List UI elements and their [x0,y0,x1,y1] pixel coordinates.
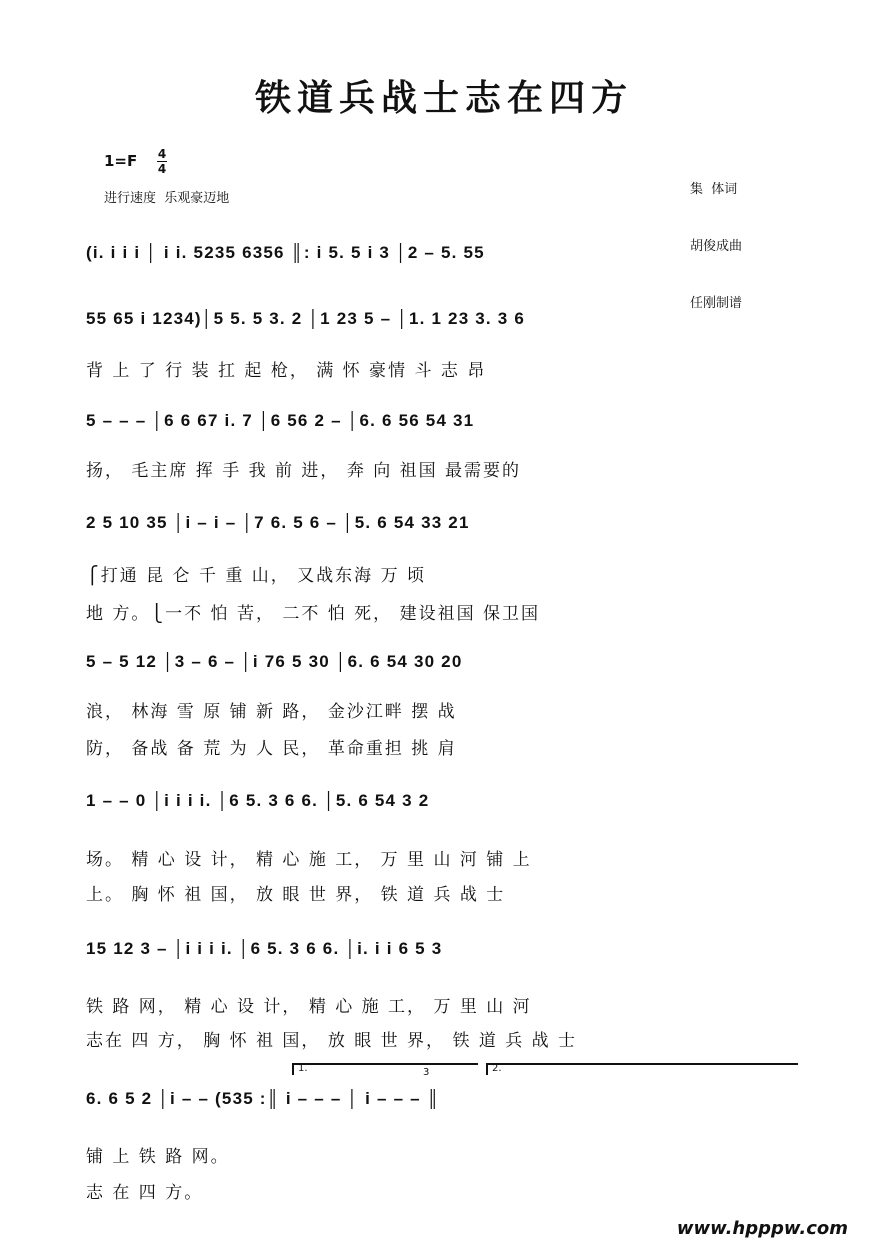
notation-line-1: (i. i i i │ i i. 5235 6356 ║: i 5. 5 i 3 │2 – 5. 55 [86,243,485,262]
lyric-line-6-2: 上。 胸 怀 祖 国， 放 眼 世 界， 铁 道 兵 战 士 [86,885,506,905]
time-signature-bottom: 4 [157,162,167,176]
credit-composer: 胡俊成曲 [690,239,743,254]
lyric-line-2-1: 背 上 了 行 装 扛 起 枪， 满 怀 豪情 斗 志 昂 [86,361,487,381]
key-signature: 1=F [104,152,138,170]
notation-line-3: 5 – – – │6 6 67 i. 7 │6 56 2 – │6. 6 56 54 31 [86,411,475,430]
tempo-marking: 进行速度 乐观豪迈地 [104,191,230,206]
credit-lyricist: 集 体词 [690,182,738,197]
volta-bracket-1 [292,1063,478,1065]
time-signature [157,148,167,175]
volta-label-2: 2. [492,1063,502,1074]
notation-line-2: 55 65 i 1234)│5 5. 5 3. 2 │1 23 5 – │1. 1 23 3. 3 6 [86,309,526,328]
triplet-mark: 3 [423,1067,430,1078]
lyric-line-8-2: 志 在 四 方。 [86,1183,204,1203]
lyric-line-7-1: 铁 路 网， 精 心 设 计， 精 心 施 工， 万 里 山 河 [86,997,532,1017]
volta-label-1: 1. [298,1063,308,1074]
notation-line-7: 15 12 3 – │i i i i. │6 5. 3 6 6. │i. i i 6 5 3 [86,939,443,958]
website-watermark: www.hpppw.com [676,1218,848,1239]
credits [690,142,742,332]
lyric-line-6-1: 场。 精 心 设 计， 精 心 施 工， 万 里 山 河 铺 上 [86,850,532,870]
notation-line-8: 6. 6 5 2 │i – – (535 :║ i – – – │ i – – – ║ [86,1089,440,1108]
volta-bracket-2-start [486,1063,488,1075]
volta-bracket-2 [486,1063,798,1065]
lyric-line-8-1: 铺 上 铁 路 网。 [86,1147,230,1167]
notation-line-6: 1 – – 0 │i i i i. │6 5. 3 6 6. │5. 6 54 3 2 [86,791,430,810]
lyric-line-5-2: 防， 备战 备 荒 为 人 民， 革命重担 挑 肩 [86,739,457,759]
lyric-line-7-2: 志在 四 方， 胸 怀 祖 国， 放 眼 世 界， 铁 道 兵 战 士 [86,1031,578,1051]
lyric-line-4-2: 地 方。⎩一不 怕 苦， 二不 怕 死， 建设祖国 保卫国 [86,604,540,624]
lyric-line-4-1: ⎧打通 昆 仑 千 重 山， 又战东海 万 顷 [86,566,426,586]
notation-line-5: 5 – 5 12 │3 – 6 – │i 76 5 30 │6. 6 54 30 20 [86,652,463,671]
time-signature-top: 4 [157,147,167,161]
notation-line-4: 2 5 10 35 │i – i – │7 6. 5 6 – │5. 6 54 33 21 [86,513,470,532]
song-title: 铁道兵战士志在四方 [254,77,633,119]
lyric-line-5-1: 浪， 林海 雪 原 铺 新 路， 金沙江畔 摆 战 [86,702,457,722]
lyric-line-3-1: 扬， 毛主席 挥 手 我 前 进， 奔 向 祖国 最需要的 [86,461,522,481]
volta-bracket-1-start [292,1063,294,1075]
credit-transcriber: 任刚制谱 [690,296,743,311]
